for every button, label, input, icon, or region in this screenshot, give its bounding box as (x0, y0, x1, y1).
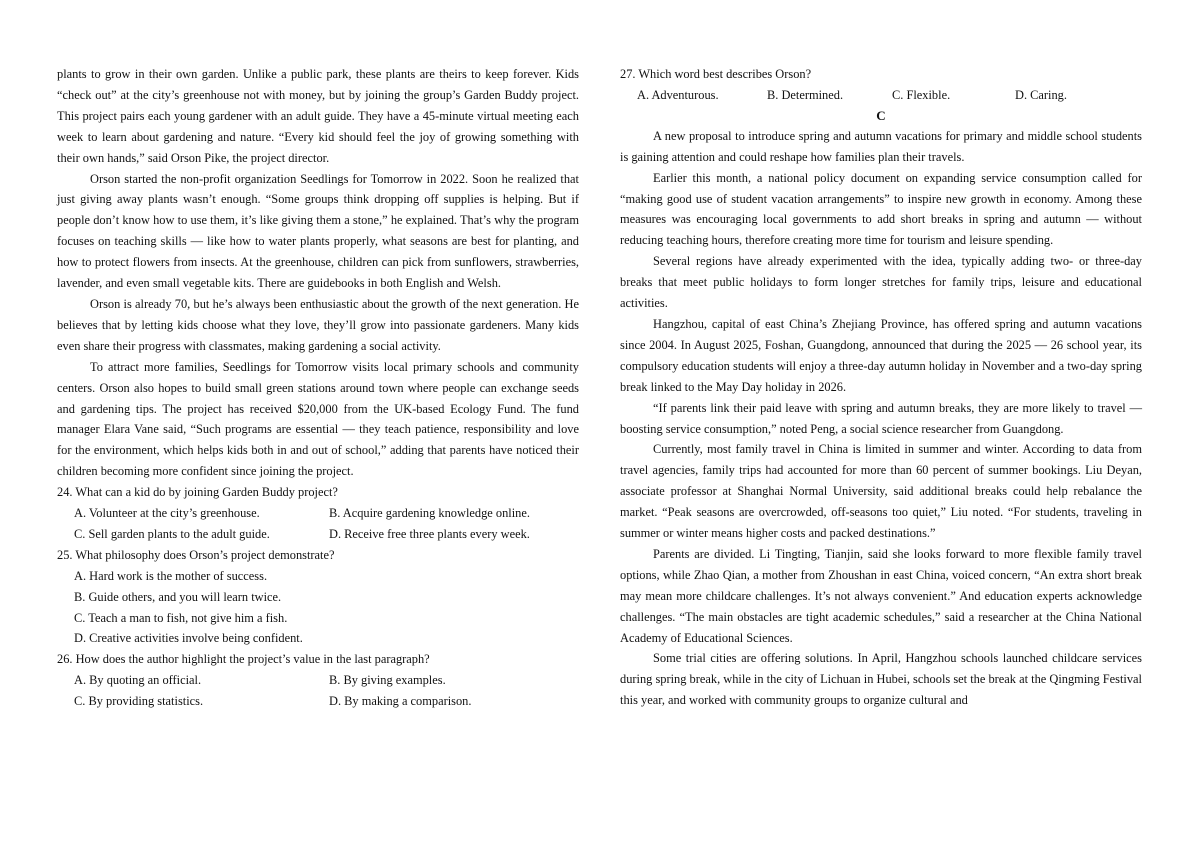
question-27 (620, 64, 1142, 106)
passage-b-paragraph-3: Orson is already 70, but he’s always been enthusiastic about the growth of the next generation. He believes that by letting kids choose what they love, they’ll grow into passionate gardeners. Many kids even share their progress with classmates, making gardening a social activity. (57, 296, 579, 353)
question-25-option-c: C. Teach a man to fish, not give him a fish. (74, 610, 288, 625)
passage-b-paragraph-2: Orson started the non-profit organization Seedlings for Tomorrow in 2022. Soon he realized that just giving away plants wasn’t enough. “Some groups think dropping off supplies is helping. But if people don’t know how to use them, it’s like giving them a stone,” he explained. That’s why the program focuses on teaching skills — like how to water plants properly, what seasons are best for planting, and how to protect flowers from insects. At the greenhouse, children can pick from sunflowers, strawberries, lavender, and even small vegetable kits. There are guidebooks in both English and Welsh. (57, 171, 579, 291)
question-26-option-a: A. By quoting an official. (74, 673, 202, 688)
right-column (620, 64, 1142, 711)
left-column (57, 64, 579, 712)
section-c-heading: C (876, 107, 886, 123)
question-25-option-b: B. Guide others, and you will learn twice. (74, 589, 282, 604)
question-24 (57, 482, 579, 545)
question-27-option-c: C. Flexible. (892, 87, 951, 102)
question-25-option-d: D. Creative activities involve being confident. (74, 631, 303, 646)
question-24-option-a: A. Volunteer at the city’s greenhouse. (74, 506, 260, 521)
question-26-option-d: D. By making a comparison. (329, 694, 472, 709)
question-26-option-b: B. By giving examples. (329, 673, 446, 688)
passage-c-paragraph-6: Currently, most family travel in China is limited in summer and winter. According to data from travel agencies, family trips had accounted for more than 60 percent of summer bookings. Liu Deyan, associate professor at Shanghai Normal University, said additional breaks could help rebalance the market. “Peak seasons are overcrowded, off-seasons too quiet,” Liu noted. “For students, traveling in summer or winter means higher costs and packed destinations.” (620, 442, 1142, 541)
question-25 (57, 545, 579, 650)
question-27-option-d: D. Caring. (1015, 87, 1067, 102)
question-26 (57, 649, 579, 712)
question-25-option-a: A. Hard work is the mother of success. (74, 568, 268, 583)
question-27-option-a: A. Adventurous. (637, 87, 719, 102)
passage-b-paragraph-4: To attract more families, Seedlings for Tomorrow visits local primary schools and community centers. Orson also hopes to build small green stations around town where people can exchange seeds and gardening tips. The project has received $20,000 from the UK-based Ecology Fund. The fund manager Elara Vane said, “Such programs are essential — they teach patience, responsibility and love for the environment, which helps kids both in and out of school,” adding that parents have noticed their children becoming more confident since joining the project. (57, 359, 579, 479)
passage-c-paragraph-2: Earlier this month, a national policy document on expanding service consumption called for “making good use of student vacation arrangements” to inspire new growth in economy. Among these measures was encouraging local governments to add short breaks in spring and autumn — without reducing teaching hours, therefore creating more time for tourism and leisure spending. (620, 170, 1142, 248)
question-27-option-b: B. Determined. (767, 87, 844, 102)
passage-c-paragraph-1: A new proposal to introduce spring and autumn vacations for primary and middle school students is gaining attention and could reshape how families plan their travels. (620, 128, 1142, 164)
question-26-stem: 26. How does the author highlight the project’s value in the last paragraph? (57, 652, 430, 667)
question-24-option-d: D. Receive free three plants every week. (329, 526, 530, 541)
passage-c-paragraph-8: Some trial cities are offering solutions. In April, Hangzhou schools launched childcare services during spring break, while in the city of Lichuan in Hubei, schools set the break at the Qingming Festival this year, and worked with community groups to organize cultural and (620, 651, 1142, 708)
question-24-stem: 24. What can a kid do by joining Garden Buddy project? (57, 485, 338, 500)
question-25-stem: 25. What philosophy does Orson’s project demonstrate? (57, 547, 335, 562)
question-27-stem: 27. Which word best describes Orson? (620, 67, 812, 81)
question-26-option-c: C. By providing statistics. (74, 694, 204, 709)
passage-c-paragraph-7: Parents are divided. Li Tingting, Tianjin, said she looks forward to more flexible family travel options, while Zhao Qian, a mother from Zhoushan in east China, voiced concern, “An extra short break may mean more childcare challenges. It’s not always convenient.” And education experts acknowledge challenges. “The main obstacles are tight academic schedules,” said a researcher at the China National Academy of Educational Sciences. (620, 546, 1142, 645)
passage-c-paragraph-5: “If parents link their paid leave with spring and autumn breaks, they are more likely to travel — boosting service consumption,” noted Peng, a social science researcher from Guangdong. (620, 400, 1142, 436)
passage-b-paragraph-1: plants to grow in their own garden. Unlike a public park, these plants are theirs to keep forever. Kids “check out” at the city’s greenhouse not with money, but by joining the group’s Garden Buddy project. This project pairs each young gardener with an adult guide. They have a 45-minute virtual meeting each week to learn about gardening and nature. “Every kid should feel the joy of growing something with their own hands,” said Orson Pike, the project director. (57, 67, 579, 165)
question-24-option-c: C. Sell garden plants to the adult guide. (74, 526, 270, 541)
question-24-option-b: B. Acquire gardening knowledge online. (329, 506, 530, 521)
passage-c-paragraph-3: Several regions have already experimented with the idea, typically adding two- or three-day breaks that meet public holidays to form longer stretches for family trips, leisure and educational activities. (620, 254, 1142, 311)
passage-c-paragraph-4: Hangzhou, capital of east China’s Zhejiang Province, has offered spring and autumn vacations since 2004. In August 2025, Foshan, Guangdong, announced that during the 2025 — 26 school year, its compulsory education students will enjoy a three-day autumn holiday in November and a two-day spring break linked to the May Day holiday in 2026. (620, 316, 1142, 394)
